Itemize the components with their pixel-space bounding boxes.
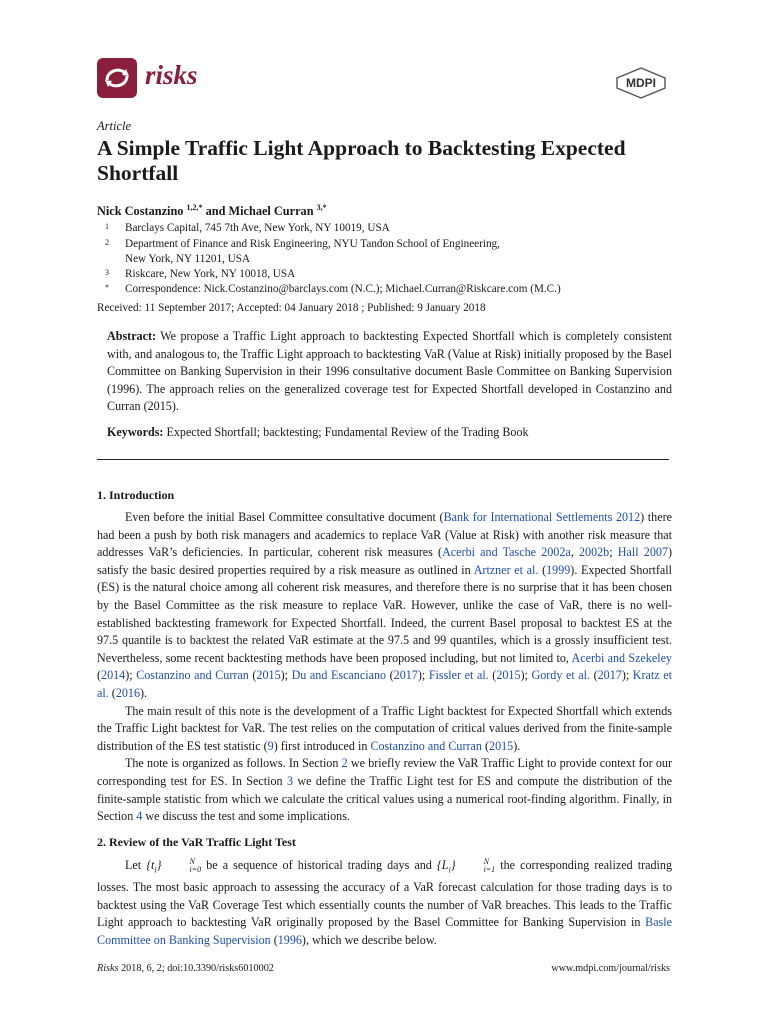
citation-link[interactable]: 2002b	[578, 545, 610, 560]
citation-link[interactable]: Basle Committee on Banking Supervision	[97, 915, 672, 947]
affiliation-text: New York, NY 11201, USA	[125, 253, 251, 265]
paragraph: The main result of this note is the development of a Traffic Light backtest for Expected Shortfall which extends the Traffic Light backtest for VaR. The test relies on the computation of critical values derived from the finite-sample distribution of the ES test statistic (9) first introduced in Costanzino and Curran (2015).	[97, 703, 672, 753]
citation-link[interactable]: Acerbi and Szekeley	[571, 650, 672, 665]
review-body	[97, 857, 672, 949]
citation-link[interactable]: Hall 2007	[617, 545, 668, 560]
citation-link[interactable]: Fissler et al.	[428, 668, 489, 683]
section-link[interactable]: 2	[341, 756, 348, 771]
citation-link[interactable]: Gordy et al.	[531, 668, 591, 683]
citation-link[interactable]: 2015	[256, 668, 281, 683]
section-link[interactable]: 4	[136, 809, 143, 824]
abstract	[107, 328, 672, 416]
citation-link[interactable]: Costanzino and Curran	[136, 668, 249, 683]
section-heading: 2. Review of the VaR Traffic Light Test	[97, 835, 296, 849]
math-expression: $\{t_i\}$ N i=0	[146, 857, 202, 875]
equation-link[interactable]: 9	[267, 738, 274, 753]
citation-link[interactable]: Kratz et al.	[97, 668, 672, 700]
citation-link[interactable]: 2015	[489, 738, 514, 753]
journal-name: risks	[145, 60, 198, 90]
footer-journal: Risks	[97, 963, 119, 974]
abstract-text: We propose a Traffic Light approach to backtesting Expected Shortfall which is completely consistent with, and analogous to, the Traffic Light approach to backtesting VaR (Value at Risk) initially proposed by the Basel Committee on Banking Supervision in their 1996 consultative document Basle Committee on Banking Supervision (1996). The approach relies on the generalized coverage test for Expected Shortfall developed in Costanzino and Curran (2015).	[107, 329, 672, 414]
journal-logo-icon	[97, 58, 137, 98]
paragraph: The note is organized as follows. In Section 2 we briefly review the VaR Traffic Light to provide context for our corresponding test for ES. In Section 3 we define the Traffic Light test for ES and compute the distribution of the finite-sample statistic from which we calculate the critical values using a numerical root-finding algorithm. Finally, in Section 4 we discuss the test and some implications.	[97, 756, 672, 824]
section-link[interactable]: 3	[286, 773, 293, 788]
author-affiliation-marks: 1,2,*	[186, 203, 203, 212]
introduction-body	[97, 509, 672, 826]
affiliation-text: Barclays Capital, 745 7th Ave, New York, NY 10019, USA	[125, 222, 390, 234]
keywords-label: Keywords:	[107, 425, 164, 439]
citation-link[interactable]: 1996	[277, 932, 302, 947]
affiliation-mark: 2	[105, 238, 109, 247]
affiliation-mark: *	[105, 283, 109, 292]
section-divider	[97, 459, 669, 460]
citation-link[interactable]: Du and Escanciano	[291, 668, 387, 683]
citation-link[interactable]: Costanzino and Curran	[370, 738, 482, 753]
paragraph: Let $\{t_i\}$ N i=0 be a sequence of historical trading days and $\{L_i\}$ N i=1 the corresponding realized trading losses. The most basic approach to assessing the accuracy of a VaR forecast calculation for those trading days is to backtest using the VaR Coverage Test which essentially counts the number of VaR breaches. This leads to the Traffic Light approach to backtesting VaR originally proposed by the Basel Committee for Banking Supervision in Basle Committee on Banking Supervision (1996), which we describe below.	[97, 857, 672, 947]
affiliation-text: Department of Finance and Risk Engineering, NYU Tandon School of Engineering,	[125, 238, 500, 250]
publisher-logo	[612, 66, 670, 100]
math-expression: $\{L_i\}$ N i=1	[436, 857, 496, 875]
author-affiliation-marks: 3,*	[316, 203, 327, 212]
footer-citation	[97, 963, 274, 974]
correspondence-text: Correspondence: Nick.Costanzino@barclays.com (N.C.); Michael.Curran@Riskcare.com (M.C.)	[125, 283, 561, 295]
affiliation-text: Riskcare, New York, NY 10018, USA	[125, 268, 296, 280]
publication-dates: Received: 11 September 2017; Accepted: 04 January 2018 ; Published: 9 January 2018	[97, 302, 486, 314]
citation-link[interactable]: Acerbi and Tasche 2002a	[442, 545, 571, 560]
keywords	[107, 424, 672, 442]
citation-link[interactable]: 2015	[496, 668, 521, 683]
footer-doi: 2018, 6, 2; doi:10.3390/risks6010002	[118, 963, 274, 974]
citation-link[interactable]: Bank for International Settlements 2012	[443, 510, 641, 524]
citation-link[interactable]: 1999	[546, 562, 571, 577]
author-name: Michael Curran	[228, 204, 314, 219]
paper-title: A Simple Traffic Light Approach to Backtesting Expected Shortfall	[97, 136, 626, 185]
author-list	[97, 203, 327, 219]
abstract-label: Abstract:	[107, 329, 157, 343]
section-heading: 1. Introduction	[97, 488, 175, 502]
article-type: Article	[97, 119, 132, 133]
author-name: Nick Costanzino	[97, 204, 184, 219]
affiliation-mark: 1	[105, 222, 109, 231]
footer-url[interactable]: www.mdpi.com/journal/risks	[551, 963, 670, 974]
author-conjunction: and	[202, 204, 229, 219]
affiliation-mark: 3	[105, 268, 109, 277]
paragraph: Even before the initial Basel Committee consultative document (Bank for International Settlements 2012) there had been a push by both risk managers and academics to replace VaR (Value at Risk) with another risk measure that addresses VaR’s deficiencies. In particular, coherent risk measures (Acerbi and Tasche 2002a, 2002b; Hall 2007) satisfy the basic desired properties required by a risk measure as outlined in Artzner et al. (1999). Expected Shortfall (ES) is the natural choice among all coherent risk measures, and therefore there is no surprise that it has been chosen by the Basel Committee as the risk measure to replace VaR. However, unlike the case of VaR, there is no well-established backtesting framework for Expected Shortfall. Indeed, the current Basel proposal to backtest ES at the 97.5 quantile is to backtest the related VaR estimate at the 97.5 and 99 quantiles, which is a grossly insufficient test. Nevertheless, some recent backtesting methods have been proposed including, but not limited to, Acerbi and Szekeley (2014); Costanzino and Curran (2015); Du and Escanciano (2017); Fissler et al. (2015); Gordy et al. (2017); Kratz et al. (2016).	[97, 510, 673, 700]
citation-link[interactable]: Artzner et al.	[473, 562, 539, 577]
citation-link[interactable]: 2016	[115, 685, 141, 700]
citation-link[interactable]: 2014	[101, 668, 126, 683]
citation-link[interactable]: 2017	[393, 668, 418, 683]
citation-link[interactable]: 2017	[597, 668, 622, 683]
publisher-name: MDPI	[626, 76, 656, 90]
keywords-text: Expected Shortfall; backtesting; Fundamental Review of the Trading Book	[163, 425, 529, 439]
